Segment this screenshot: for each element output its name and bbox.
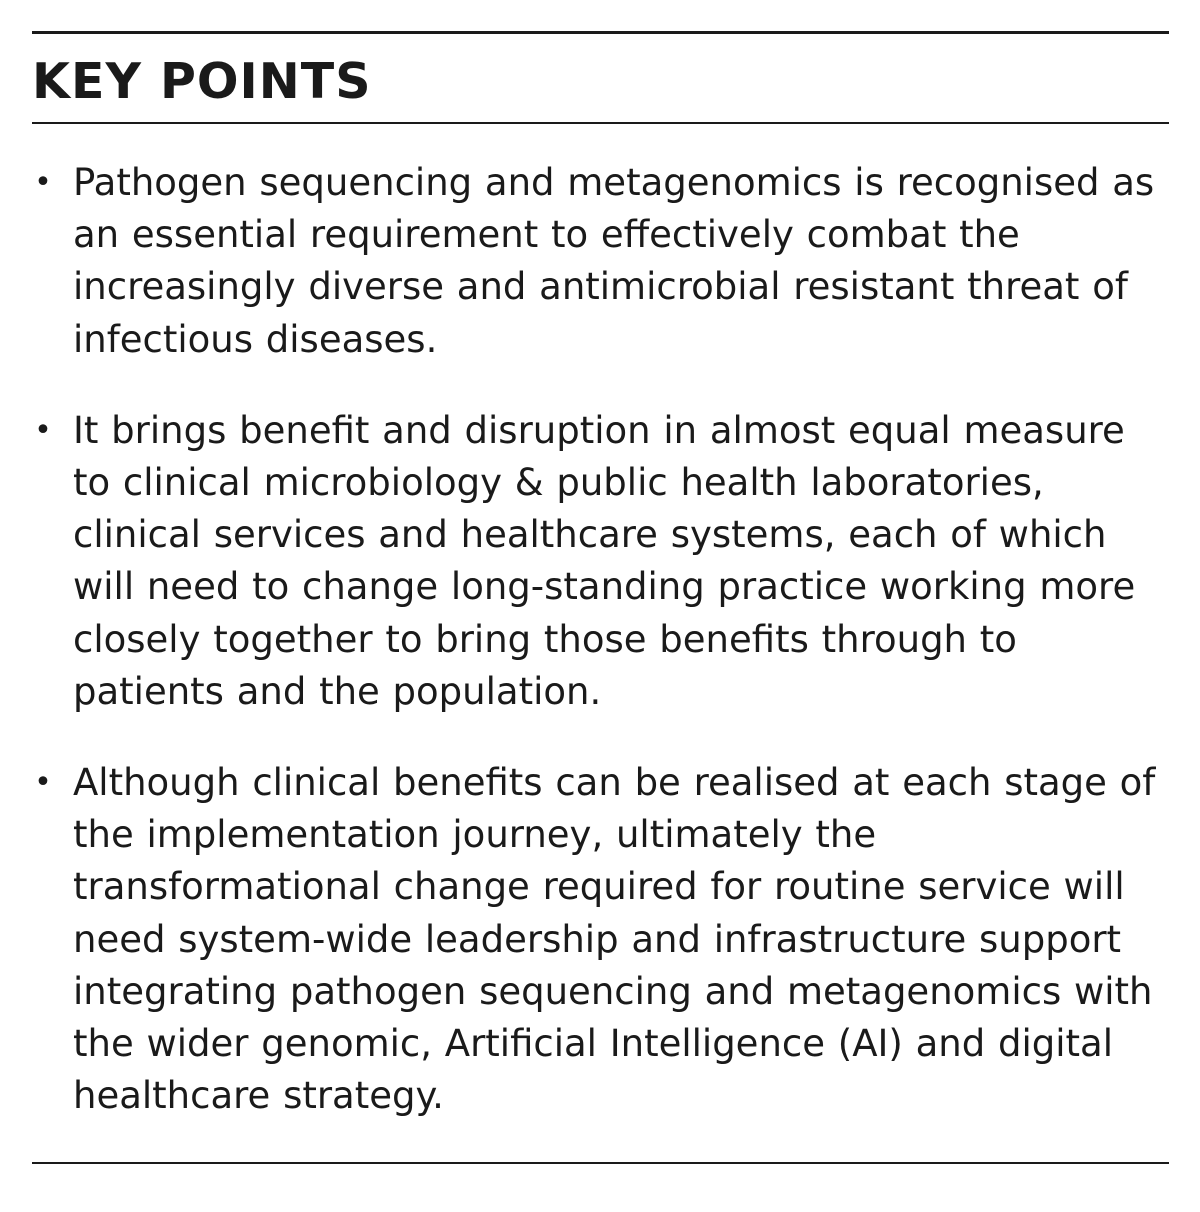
- key-points-box: [32, 0, 1169, 1212]
- bullet-icon: •: [34, 412, 52, 448]
- bullet-icon: •: [34, 765, 52, 801]
- key-points-list: [32, 157, 1169, 1122]
- key-point-text: Although clinical benefits can be realised at each stage of the implementation journey, ultimately the transformational change required for routine service will need system-wide leadership and infrastructure support integrating pathogen sequencing and metagenomics with the wider genomic, Artificial Intelligence (AI) and digital healthcare strategy.: [73, 761, 1156, 1118]
- top-rule: [32, 31, 1169, 34]
- key-point-text: It brings benefit and disruption in almost equal measure to clinical microbiology & public health laboratories, clinical services and healthcare systems, each of which will need to change long-standing practice working more closely together to bring those benefits through to patients and the population.: [73, 408, 1136, 713]
- key-point-2: [32, 405, 1169, 718]
- bottom-rule: [32, 1162, 1169, 1164]
- title-divider: [32, 122, 1169, 124]
- key-point-3: [32, 757, 1169, 1122]
- bullet-icon: •: [34, 165, 52, 200]
- key-points-title: KEY POINTS: [32, 53, 372, 110]
- key-point-1: [32, 157, 1169, 366]
- key-point-text: Pathogen sequencing and metagenomics is recognised as an essential requirement to effectively combat the increasingly diverse and antimicrobial resistant threat of infectious diseases.: [73, 161, 1155, 361]
